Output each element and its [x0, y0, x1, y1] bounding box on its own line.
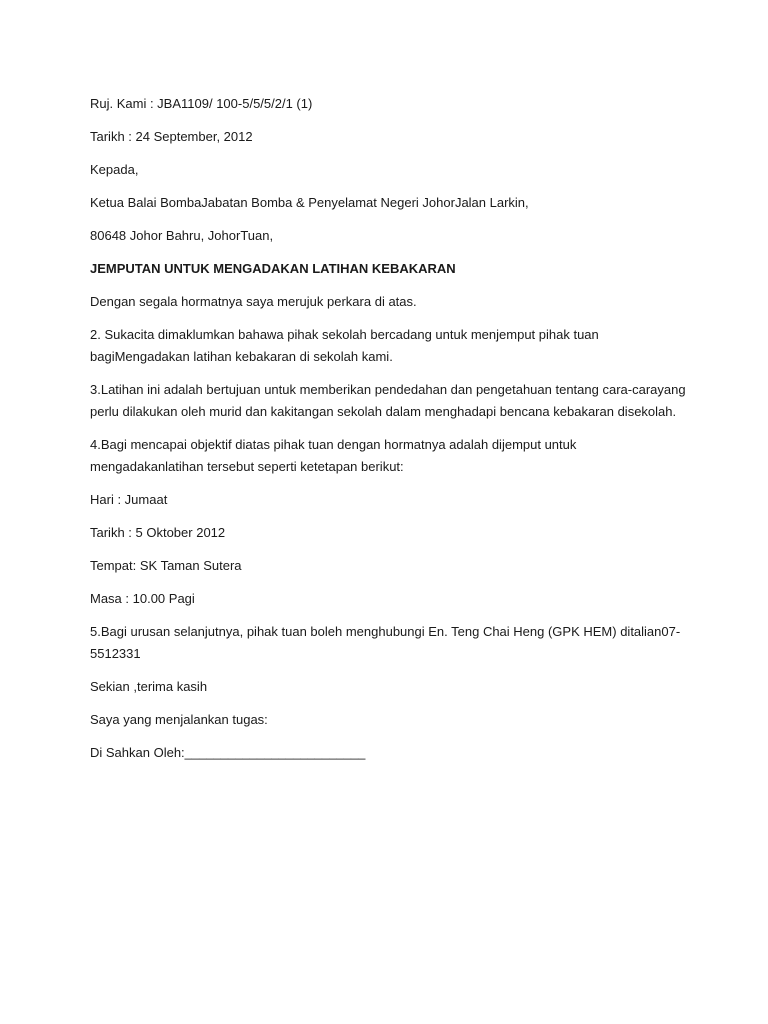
- paragraph-3-line2: perlu dilakukan oleh murid dan kakitangan sekolah dalam menghadapi bencana kebakaran disekolah.: [90, 404, 677, 419]
- event-date: Tarikh : 5 Oktober 2012: [90, 525, 226, 540]
- recipient-address-line1: Ketua Balai BombaJabatan Bomba & Penyelamat Negeri JohorJalan Larkin,: [90, 195, 529, 210]
- recipient-address-line2: 80648 Johor Bahru, JohorTuan,: [90, 228, 274, 243]
- event-venue: Tempat: SK Taman Sutera: [90, 558, 242, 573]
- paragraph-3-line1: 3.Latihan ini adalah bertujuan untuk memberikan pendedahan dan pengetahuan tentang cara-carayang: [90, 382, 686, 397]
- recipient-label: Kepada,: [90, 162, 139, 177]
- letter-body: [90, 93, 690, 764]
- event-time: Masa : 10.00 Pagi: [90, 591, 195, 606]
- paragraph-1: Dengan segala hormatnya saya merujuk perkara di atas.: [90, 294, 417, 309]
- paragraph-2: [90, 324, 690, 368]
- paragraph-5-line1: 5.Bagi urusan selanjutnya, pihak tuan boleh menghubungi En. Teng Chai Heng (GPK HEM) ditalian07-: [90, 624, 681, 639]
- paragraph-4: [90, 434, 690, 478]
- paragraph-5: [90, 621, 690, 665]
- paragraph-3: [90, 379, 690, 423]
- reference-number: Ruj. Kami : JBA1109/ 100-5/5/5/2/1 (1): [90, 96, 313, 111]
- paragraph-5-line2: 5512331: [90, 646, 141, 661]
- verified-by-line: Di Sahkan Oleh:_________________________: [90, 745, 366, 760]
- paragraph-2-line2: bagiMengadakan latihan kebakaran di sekolah kami.: [90, 349, 393, 364]
- letter-date: Tarikh : 24 September, 2012: [90, 129, 253, 144]
- duty-statement: Saya yang menjalankan tugas:: [90, 712, 268, 727]
- event-day: Hari : Jumaat: [90, 492, 168, 507]
- letter-subject: JEMPUTAN UNTUK MENGADAKAN LATIHAN KEBAKARAN: [90, 261, 456, 276]
- paragraph-4-line2: mengadakanlatihan tersebut seperti ketetapan berikut:: [90, 459, 404, 474]
- paragraph-2-line1: 2. Sukacita dimaklumkan bahawa pihak sekolah bercadang untuk menjemput pihak tuan: [90, 327, 599, 342]
- closing-remark: Sekian ,terima kasih: [90, 679, 208, 694]
- paragraph-4-line1: 4.Bagi mencapai objektif diatas pihak tuan dengan hormatnya adalah dijemput untuk: [90, 437, 577, 452]
